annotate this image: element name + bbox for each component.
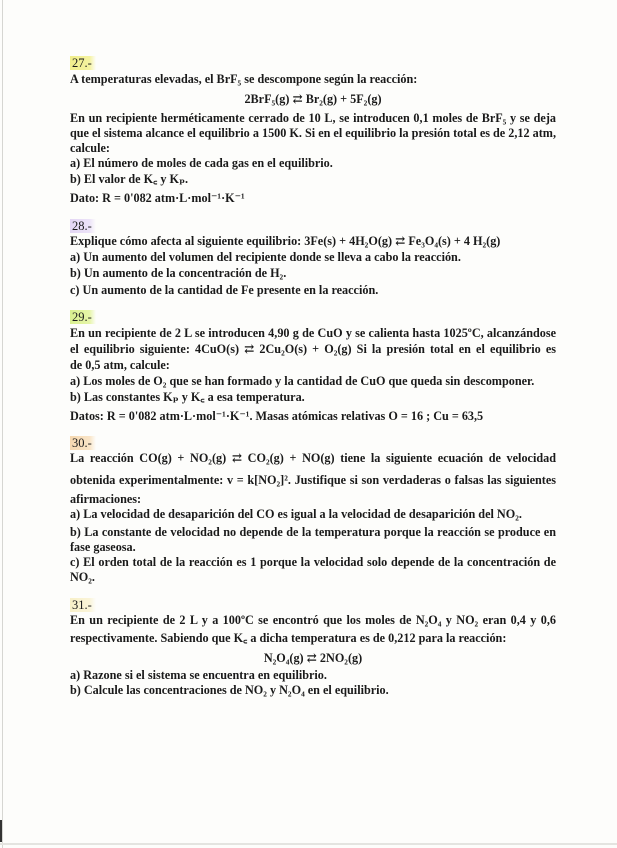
- problem-27-text-1: En un recipiente herméticamente cerrado de 10 L, se introducen 0,1 moles de BrF₅ y se deja: [70, 111, 556, 125]
- problem-30-item-b-cont: fase gaseosa.: [70, 540, 136, 554]
- problem-30-item-b: b) La constante de velocidad no depende de la temperatura porque la reacción se produce en: [70, 525, 556, 539]
- page-edge-bottom: [0, 843, 617, 845]
- problem-28-intro: Explique cómo afecta al siguiente equilibrio: 3Fe(s) + 4H₂O(g) ⇄ Fe₃O₄(s) + 4 H₂(g): [70, 234, 501, 248]
- problem-29-text-2: el equilibrio siguiente: 4CuO(s) ⇄ 2Cu₂O(s) + O₂(g) Si la presión total en el equilibrio es: [70, 342, 556, 356]
- problem-30-item-c: c) El orden total de la reacción es 1 porque la velocidad solo depende de la concentración de: [70, 555, 556, 569]
- problem-27-data: Dato: R = 0'082 atm·L·mol⁻¹·K⁻¹: [70, 191, 245, 205]
- problem-number-30: 30.-: [70, 436, 96, 450]
- problem-27-item-b: b) El valor de K꜀ y Kₚ.: [70, 172, 189, 186]
- problem-31-equation: N₂O₄(g) ⇄ 2NO₂(g): [263, 651, 363, 665]
- problem-29-text-3: de 0,5 atm, calcule:: [70, 358, 170, 372]
- page-edge: [2, 0, 3, 848]
- problem-30-text-2: obtenida experimentalmente: v = k[NO₂]². Justifique si son verdaderas o falsas las siguientes: [70, 473, 556, 487]
- problem-29-text-1: En un recipiente de 2 L se introducen 4,90 g de CuO y se calienta hasta 1025ºC, alcanzándose: [70, 326, 556, 340]
- problem-30-text-3: afirmaciones:: [70, 492, 142, 506]
- problem-30-item-c-cont: NO₂.: [70, 570, 95, 584]
- problem-27-intro: A temperaturas elevadas, el BrF₅ se descompone según la reacción:: [70, 72, 418, 86]
- problem-28-item-c: c) Un aumento de la cantidad de Fe presente en la reacción.: [70, 283, 379, 297]
- problem-27-equation: 2BrF₅(g) ⇄ Br₂(g) + 5F₂(g): [244, 92, 382, 106]
- scan-mark: [0, 820, 2, 842]
- problem-number-27: 27.-: [70, 56, 96, 70]
- problem-29-item-a: a) Los moles de O₂ que se han formado y la cantidad de CuO que queda sin descomponer.: [70, 374, 535, 388]
- problem-number-31: 31.-: [70, 598, 96, 612]
- problem-29-item-b: b) Las constantes Kₚ y K꜀ a esa temperatura.: [70, 390, 305, 404]
- problem-28-item-b: b) Un aumento de la concentración de H₂.: [70, 266, 287, 280]
- problem-27-item-a: a) El número de moles de cada gas en el equilibrio.: [70, 156, 333, 170]
- problem-number-28: 28.-: [70, 219, 96, 233]
- problem-27-text-2: que el sistema alcance el equilibrio a 1500 K. Si en el equilibrio la presión total es de 2,12 atm,: [70, 126, 556, 140]
- problem-30-text-1: La reacción CO(g) + NO₂(g) ⇄ CO₂(g) + NO(g) tiene la siguiente ecuación de velocidad: [70, 451, 556, 465]
- problem-31-text-2: respectivamente. Sabiendo que K꜀ a dicha temperatura es de 0,212 para la reacción:: [70, 631, 507, 645]
- problem-31-text-1: En un recipiente de 2 L y a 100ºC se encontró que los moles de N₂O₄ y NO₂ eran 0,4 y 0,6: [70, 613, 556, 627]
- problem-28-item-a: a) Un aumento del volumen del recipiente donde se lleva a cabo la reacción.: [70, 250, 461, 264]
- problem-31-item-b: b) Calcule las concentraciones de NO₂ y N₂O₄ en el equilibrio.: [70, 683, 389, 697]
- problem-31-item-a: a) Razone si el sistema se encuentra en equilibrio.: [70, 668, 327, 682]
- problem-number-29: 29.-: [70, 310, 96, 324]
- problem-27-text-3: calcule:: [70, 141, 110, 155]
- problem-29-data: Datos: R = 0'082 atm·L·mol⁻¹·K⁻¹. Masas atómicas relativas O = 16 ; Cu = 63,5: [70, 409, 484, 423]
- problem-30-item-a: a) La velocidad de desaparición del CO es igual a la velocidad de desaparición del NO₂.: [70, 507, 522, 521]
